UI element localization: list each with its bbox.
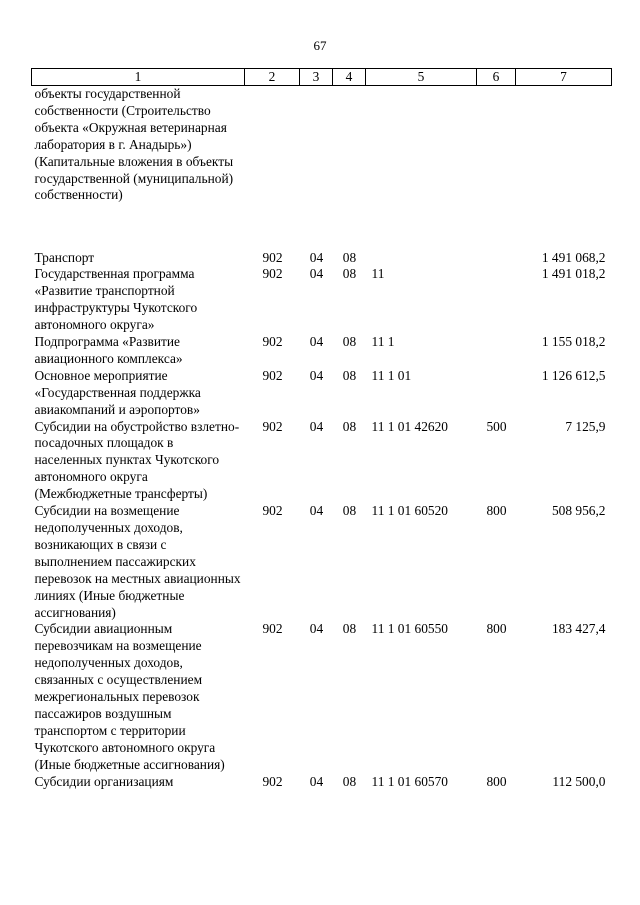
row-name: объекты государственной собственности (Строительство объекта «Окружная ветеринарная лаборатория в г. Анадырь») (Капитальные вложения в объекты государственной (муниципальной) собственности) — [34, 86, 234, 203]
row-amount — [516, 86, 612, 250]
row-target-article — [366, 250, 477, 267]
table-row — [32, 503, 612, 621]
row-amount: 183 427,4 — [551, 621, 606, 637]
table-row — [32, 86, 612, 250]
row-section: 04 — [309, 621, 324, 637]
row-grbs: 902 — [262, 621, 283, 637]
row-subsection: 08 — [342, 334, 357, 350]
row-target-article: 11 1 01 42620 — [371, 418, 448, 434]
budget-table — [31, 68, 612, 791]
row-expense-type — [477, 250, 516, 267]
row-section: 04 — [309, 773, 324, 789]
row-section: 04 — [309, 334, 324, 350]
row-target-article: 11 1 01 60570 — [371, 773, 448, 789]
header-cell-1: 1 — [32, 69, 245, 86]
row-expense-type — [477, 86, 516, 250]
row-grbs: 902 — [262, 418, 283, 434]
table-row — [32, 774, 612, 791]
row-amount: 1 155 018,2 — [541, 334, 606, 350]
row-amount: 508 956,2 — [551, 503, 606, 519]
row-subsection — [333, 86, 366, 250]
row-name: Основное мероприятие «Государственная поддержка авиакомпаний и аэропортов» — [34, 367, 201, 417]
row-subsection: 08 — [342, 367, 357, 383]
row-expense-type: 800 — [486, 621, 507, 637]
header-cell-6: 6 — [477, 69, 516, 86]
row-grbs: 902 — [262, 367, 283, 383]
row-expense-type: 500 — [486, 418, 507, 434]
table-row — [32, 266, 612, 334]
row-expense-type — [477, 334, 516, 368]
header-cell-3: 3 — [300, 69, 333, 86]
table-row — [32, 334, 612, 368]
row-section: 04 — [309, 503, 324, 519]
row-name: Субсидии на возмещение недополученных доходов, возникающих в связи с выполнением пассажирских перевозок на местных авиационных линиях (Иные бюджетные ассигнования) — [34, 503, 241, 620]
row-section: 04 — [309, 367, 324, 383]
row-expense-type: 800 — [486, 773, 507, 789]
row-name: Подпрограмма «Развитие авиационного комплекса» — [34, 334, 183, 366]
row-subsection: 08 — [342, 418, 357, 434]
row-target-article — [366, 86, 477, 250]
page-number: 67 — [313, 38, 327, 53]
row-name: Субсидии на обустройство взлетно-посадочных площадок в населенных пунктах Чукотского автономного округа (Межбюджетные трансферты) — [34, 418, 240, 502]
row-name: Субсидии организациям — [34, 773, 174, 789]
row-section — [300, 86, 333, 250]
row-target-article: 11 1 01 — [371, 367, 412, 383]
row-name: Транспорт — [34, 249, 95, 265]
row-amount: 1 491 018,2 — [541, 266, 606, 282]
row-grbs: 902 — [262, 334, 283, 350]
row-subsection: 08 — [342, 249, 357, 265]
row-subsection: 08 — [342, 773, 357, 789]
row-subsection: 08 — [342, 621, 357, 637]
table-row — [32, 368, 612, 419]
row-expense-type — [477, 368, 516, 419]
row-grbs: 902 — [262, 249, 283, 265]
row-target-article: 11 — [371, 266, 385, 282]
row-subsection: 08 — [342, 503, 357, 519]
table-row — [32, 621, 612, 773]
row-amount: 1 491 068,2 — [541, 249, 606, 265]
row-grbs: 902 — [262, 266, 283, 282]
row-grbs: 902 — [262, 773, 283, 789]
row-section: 04 — [309, 249, 324, 265]
row-amount: 112 500,0 — [552, 773, 606, 789]
row-subsection: 08 — [342, 266, 357, 282]
table-header — [32, 69, 612, 86]
header-cell-2: 2 — [245, 69, 300, 86]
row-section: 04 — [309, 266, 324, 282]
table-body — [32, 86, 612, 791]
row-amount: 7 125,9 — [565, 418, 606, 434]
row-expense-type: 800 — [486, 503, 507, 519]
row-name: Субсидии авиационным перевозчикам на возмещение недополученных доходов, связанных с осуществлением межрегиональных перевозок пассажиров воздушным транспортом с территории Чукотского автономного округа (Иные бюджетные ассигнования) — [34, 621, 225, 772]
row-grbs — [245, 86, 300, 250]
row-expense-type — [477, 266, 516, 334]
table-row — [32, 419, 612, 504]
header-row — [32, 69, 612, 86]
header-cell-7: 7 — [516, 69, 612, 86]
row-target-article: 11 1 — [371, 334, 395, 350]
table-row — [32, 250, 612, 267]
header-cell-4: 4 — [333, 69, 366, 86]
row-grbs: 902 — [262, 503, 283, 519]
row-target-article: 11 1 01 60550 — [371, 621, 448, 637]
row-amount: 1 126 612,5 — [541, 367, 606, 383]
header-cell-5: 5 — [366, 69, 477, 86]
row-section: 04 — [309, 418, 324, 434]
row-target-article: 11 1 01 60520 — [371, 503, 448, 519]
row-name: Государственная программа «Развитие транспортной инфраструктуры Чукотского автономного округа» — [34, 266, 198, 333]
